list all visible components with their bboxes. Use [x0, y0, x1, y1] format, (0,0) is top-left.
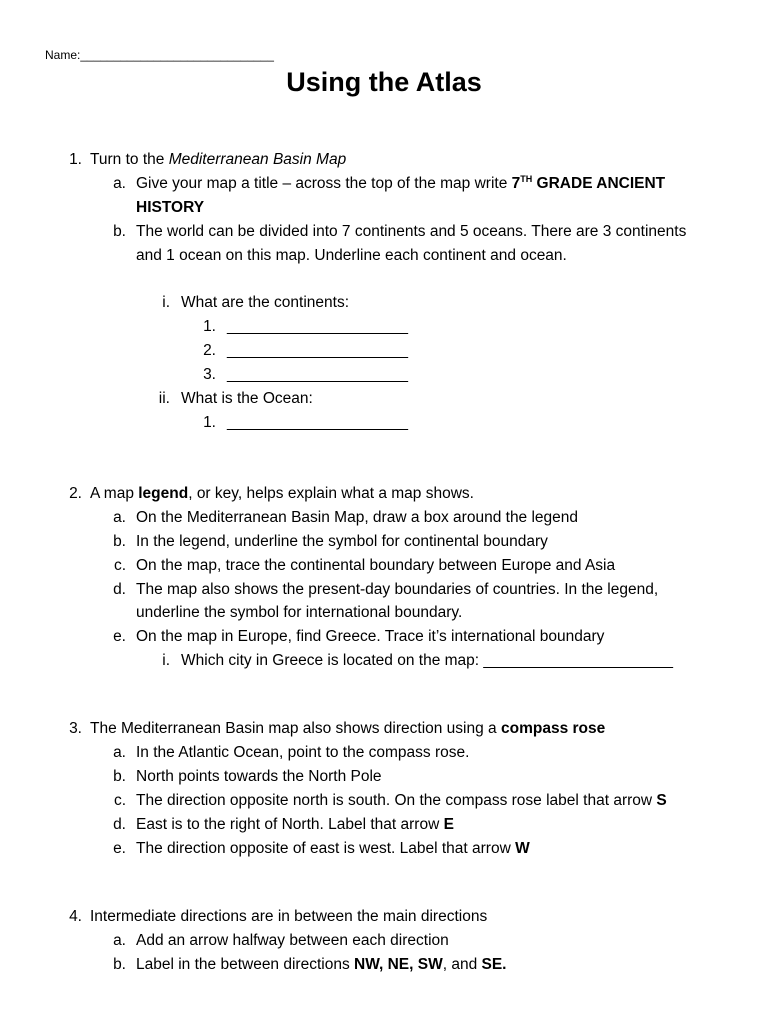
q2e-text: On the map in Europe, find Greece. Trace it’s international boundary: [136, 628, 605, 645]
continent-3-blank[interactable]: _____________________: [227, 366, 409, 383]
q4-text: Intermediate directions are in between the main directions: [90, 908, 488, 925]
q2d-text-line2: underline the symbol for international boundary.: [136, 604, 463, 621]
q1a-marker: a.: [113, 175, 126, 192]
q2a-marker: a.: [113, 509, 126, 526]
q1-ii-marker: ii.: [158, 390, 170, 407]
q3c-marker: c.: [113, 792, 126, 809]
q3c-text: The direction opposite north is south. On the compass rose label that arrow S: [136, 792, 667, 809]
q3d-text: East is to the right of North. Label that arrow E: [136, 816, 454, 833]
continent-2-marker: 2.: [203, 342, 216, 359]
q3e-text: The direction opposite of east is west. Label that arrow W: [136, 840, 530, 857]
q1a-text: Give your map a title – across the top of the map write 7TH GRADE ANCIENT: [136, 174, 666, 192]
q2e-marker: e.: [113, 628, 126, 645]
q2b-text: In the legend, underline the symbol for continental boundary: [136, 533, 548, 550]
q1-number: 1.: [69, 151, 82, 168]
q4b-marker: b.: [113, 956, 126, 973]
q2-i-marker: i.: [162, 652, 170, 669]
q2a-text: On the Mediterranean Basin Map, draw a box around the legend: [136, 509, 579, 526]
q2-number: 2.: [69, 485, 82, 502]
q1-i-text: What are the continents:: [181, 294, 350, 311]
q4-number: 4.: [69, 908, 82, 925]
q1a-text-line2: HISTORY: [136, 199, 205, 216]
page-title: Using the Atlas: [286, 67, 482, 97]
ocean-1-marker: 1.: [203, 414, 216, 431]
name-label: Name:: [45, 48, 81, 62]
q2-i-text: Which city in Greece is located on the map: ______________________: [181, 652, 674, 669]
q1-i-marker: i.: [162, 294, 170, 311]
q3d-marker: d.: [113, 816, 126, 833]
q2c-marker: c.: [113, 557, 126, 574]
ocean-1-blank[interactable]: _____________________: [227, 414, 409, 431]
q2c-text: On the map, trace the continental boundary between Europe and Asia: [136, 557, 616, 574]
q4b-text: Label in the between directions NW, NE, SW, and SE.: [136, 956, 507, 973]
q2b-marker: b.: [113, 533, 126, 550]
continent-3-marker: 3.: [203, 366, 216, 383]
q1-ii-text: What is the Ocean:: [181, 390, 313, 407]
q3-number: 3.: [69, 720, 82, 737]
q1b-text: The world can be divided into 7 continents and 5 oceans. There are 3 continents: [136, 223, 687, 240]
q1b-text-line2: and 1 ocean on this map. Underline each continent and ocean.: [136, 247, 567, 264]
continent-1-marker: 1.: [203, 318, 216, 335]
q4a-marker: a.: [113, 932, 126, 949]
q2-text: A map legend, or key, helps explain what a map shows.: [90, 485, 474, 502]
q3e-marker: e.: [113, 840, 126, 857]
q1b-marker: b.: [113, 223, 126, 240]
name-blank[interactable]: _____________________________: [80, 48, 274, 62]
q2d-text: The map also shows the present-day boundaries of countries. In the legend,: [136, 581, 659, 598]
continent-2-blank[interactable]: _____________________: [227, 342, 409, 359]
q3b-text: North points towards the North Pole: [136, 768, 382, 785]
q3-text: The Mediterranean Basin map also shows direction using a compass rose: [90, 720, 606, 737]
continent-1-blank[interactable]: _____________________: [227, 318, 409, 335]
q3a-marker: a.: [113, 744, 126, 761]
q4a-text: Add an arrow halfway between each direction: [136, 932, 449, 949]
q1-text: Turn to the Mediterranean Basin Map: [90, 151, 347, 168]
q3b-marker: b.: [113, 768, 126, 785]
q3a-text: In the Atlantic Ocean, point to the compass rose.: [136, 744, 470, 761]
greece-city-blank[interactable]: ______________________: [483, 652, 674, 669]
q2d-marker: d.: [113, 581, 126, 598]
name-field[interactable]: [45, 48, 274, 62]
